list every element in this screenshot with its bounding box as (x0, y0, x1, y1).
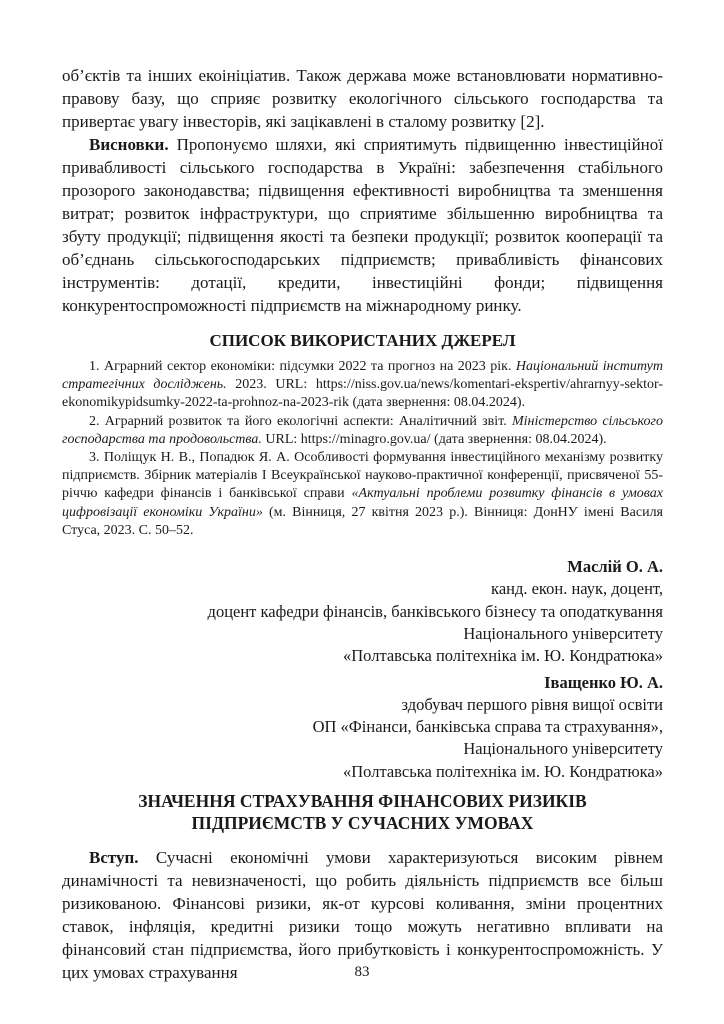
author-affiliation-line: «Полтавська політехніка ім. Ю. Кондратюка» (343, 646, 663, 666)
author-affiliation-line: «Полтавська політехніка ім. Ю. Кондратюка» (343, 761, 663, 781)
reference-item (62, 449, 663, 540)
intro-lead: Вступ. (89, 848, 139, 867)
author-affiliation-line: канд. екон. наук, доцент, (491, 579, 663, 599)
author-name: Маслій О. А. (567, 557, 663, 577)
reference-source-italic: Міністерство сільського господарства та продовольства. (62, 413, 663, 447)
author-affiliation-line: Національного університету (463, 739, 663, 759)
conclusions-paragraph (62, 133, 663, 317)
reference-source-italic: Національний інститут стратегічних досліджень. (62, 359, 663, 393)
intro-text: Сучасні економічні умови характеризуються високим рівнем динамічності та невизначеності, що робить діяльність підприємств все більш ризикованою. Фінансові ризики, як-от курсові коливання, зміни процентних ставок, інфляція, кредитні ризики тощо можуть негативно впливати на фінансовий стан підприємства, його прибутковість і конкурентоспроможність. У цих умовах страхування (62, 848, 663, 982)
author-affiliation-line: здобувач першого рівня вищої освіти (401, 694, 663, 714)
author-affiliation-line: Національного університету (463, 623, 663, 643)
article-title (62, 791, 663, 834)
reference-text: 2023. URL: https://niss.gov.ua/news/komentari-ekspertiv/ahrarnyy-sektor-ekonomikypidsumky-2022-ta-prohnoz-na-2023-rik (дата звернення: 08.04.2024). (62, 377, 663, 411)
reference-text: 1. Аграрний сектор економіки: підсумки 2022 та прогноз на 2023 рік. (89, 359, 516, 374)
reference-source-italic: «Актуальні проблеми розвитку фінансів в умовах цифровізації економіки України» (62, 486, 663, 520)
reference-item (62, 413, 663, 449)
reference-text: 3. Поліщук Н. В., Попадюк Я. А. Особливості формування інвестиційного механізму розвитку підприємств. Збірник матеріалів І Всеукраїнської науково-практичної конференції, присвяченої 55-річчю кафедри фінансів і банківської справи (62, 450, 663, 502)
continued-paragraph: об’єктів та інших екоініціатив. Також держава може встановлювати нормативно-правову базу, що сприяє розвитку екологічного сільського господарства та привертає увагу інвесторів, які зацікавлені в сталому розвитку [2]. (62, 66, 663, 131)
author-affiliation-line: ОП «Фінанси, банківська справа та страхування», (312, 717, 663, 737)
conclusions-lead: Висновки. (89, 135, 169, 154)
article-title-line: ЗНАЧЕННЯ СТРАХУВАННЯ ФІНАНСОВИХ РИЗИКІВ (138, 791, 587, 811)
references-list (62, 358, 663, 540)
author-name: Іващенко Ю. А. (544, 672, 663, 692)
reference-text: 2. Аграрний розвиток та його екологічні аспекти: Аналітичний звіт. (89, 413, 512, 429)
article-title-line: ПІДПРИЄМСТВ У СУЧАСНИХ УМОВАХ (191, 812, 534, 833)
reference-item (62, 358, 663, 413)
references-heading: СПИСОК ВИКОРИСТАНИХ ДЖЕРЕЛ (209, 331, 516, 350)
reference-text: URL: https://minagro.gov.ua/ (дата звернення: 08.04.2024). (261, 431, 607, 447)
conclusions-text: Пропонуємо шляхи, які сприятимуть підвищенню інвестиційної привабливості сільського господарства в Україні: забезпечення стабільного прозорого законодавства; підвищення ефективності виробництва та зменшення витрат; розвиток інфраструктури, що сприятиме збільшенню виробництва та збуту продукції; підвищення якості та безпеки продукції; розвиток кооперації та об’єднань сільськогосподарських підприємств; привабливість фінансових інструментів: дотації, кредити, інвестиційні фонди; підвищення конкурентоспроможності підприємств на міжнародному ринку. (62, 135, 663, 315)
author-block (62, 556, 663, 667)
author-affiliation-line: доцент кафедри фінансів, банківського бізнесу та оподаткування (207, 601, 663, 621)
page-number: 83 (354, 964, 370, 980)
author-block (62, 672, 663, 783)
reference-text: (м. Вінниця, 27 квітня 2023 р.). Вінниця: ДонНУ імені Василя Стуса, 2023. С. 50–52. (62, 504, 663, 538)
